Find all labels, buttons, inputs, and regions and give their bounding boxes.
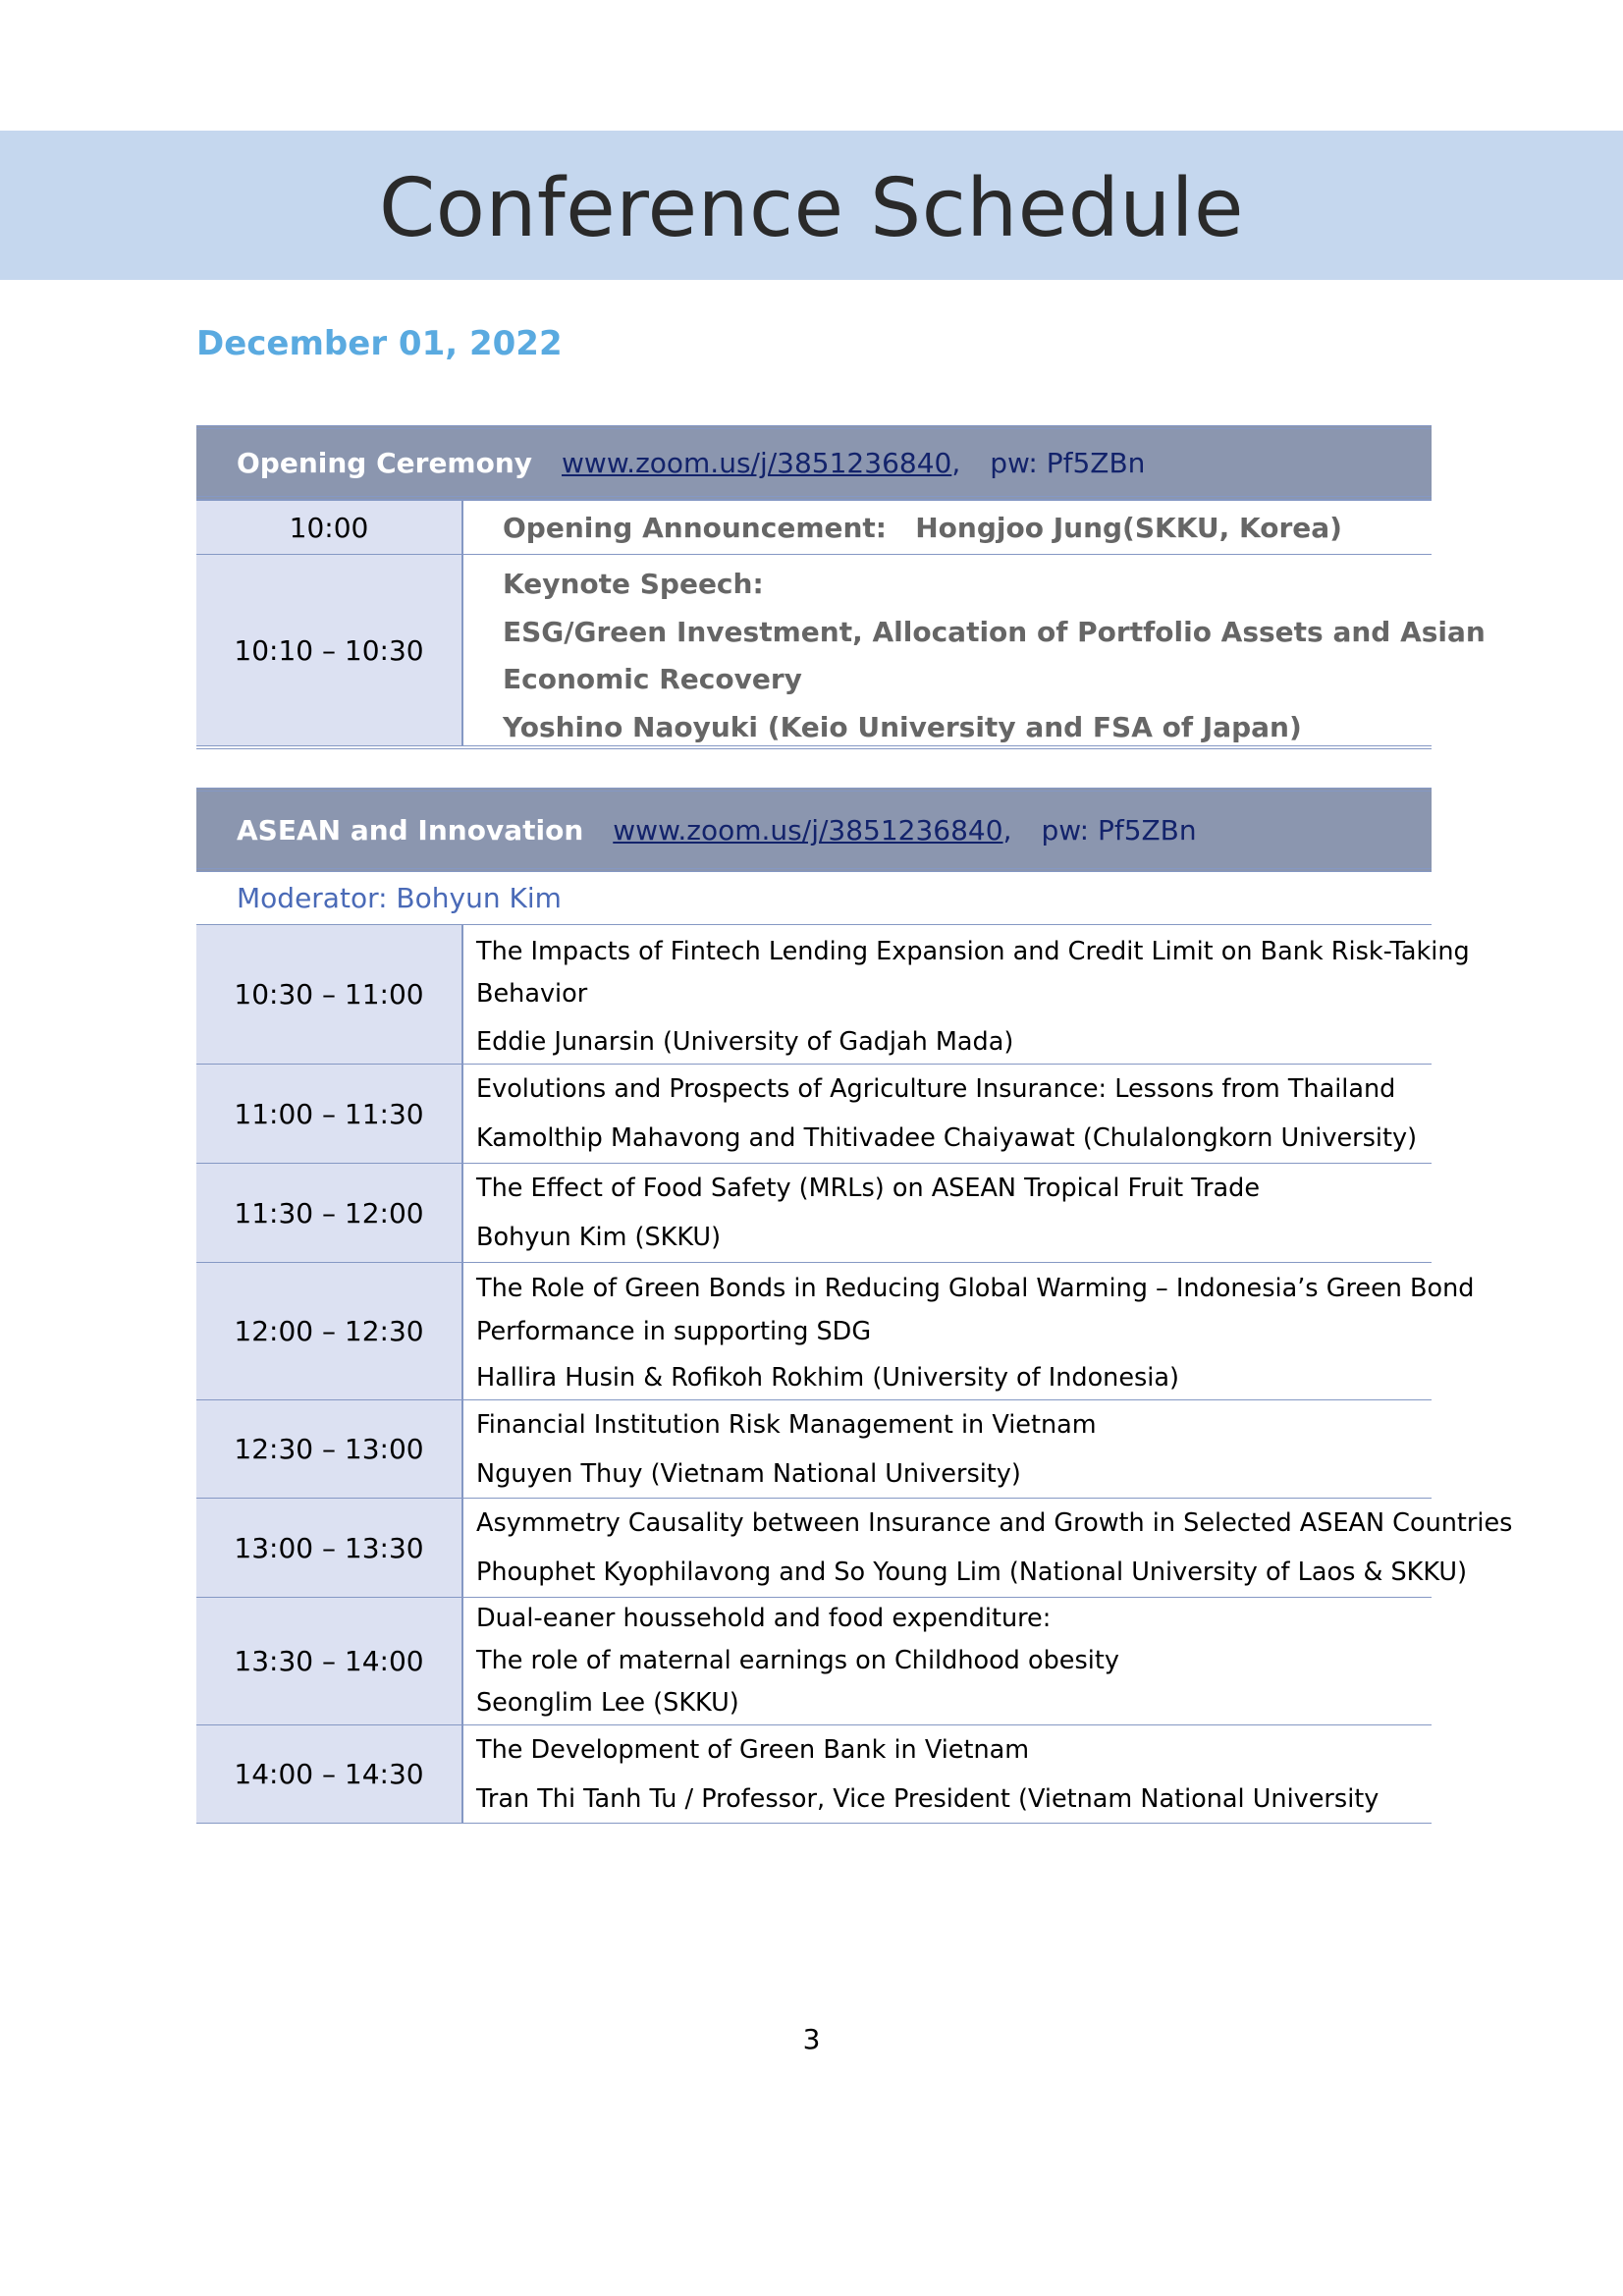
schedule-row [196,1065,1432,1164]
opening-section [196,425,1486,749]
content-cell [463,501,1432,554]
content-line: Opening Announcement: Hongjoo Jung(SKKU, Korea) [503,511,1342,544]
content-line: Hallira Husin & Rofikoh Rokhim (University of Indonesia) [476,1363,1179,1393]
schedule-row [196,1499,1513,1598]
time-cell: 13:00 – 13:30 [196,1499,463,1597]
content-cell [463,1725,1432,1823]
content-line: Nguyen Thuy (Vietnam National University) [476,1459,1021,1489]
content-line: Keynote Speech: [503,568,764,600]
content-line: Performance in supporting SDG [476,1317,872,1346]
content-line: The Development of Green Bank in Vietnam [476,1735,1030,1765]
zoom-link[interactable]: www.zoom.us/j/3851236840 [562,446,952,479]
time-cell: 14:00 – 14:30 [196,1725,463,1823]
content-line: Asymmetry Causality between Insurance and Growth in Selected ASEAN Countries [476,1508,1513,1538]
content-line: ESG/Green Investment, Allocation of Portfolio Assets and Asian [503,615,1486,648]
time-cell: 10:30 – 11:00 [196,925,463,1064]
content-cell [463,925,1470,1064]
schedule-row [196,1400,1432,1499]
content-cell [463,1400,1432,1498]
content-cell [463,1065,1432,1163]
schedule-row [196,1263,1475,1400]
zoom-link[interactable]: www.zoom.us/j/3851236840 [613,813,1003,847]
section-title: Opening Ceremony [237,446,533,479]
content-line: Kamolthip Mahavong and Thitivadee Chaiyawat (Chulalongkorn University) [476,1123,1418,1153]
content-line: Tran Thi Tanh Tu / Professor, Vice President (Vietnam National University [476,1784,1380,1814]
section-title: ASEAN and Innovation [237,813,584,847]
time-cell: 13:30 – 14:00 [196,1598,463,1724]
content-cell [463,1164,1432,1262]
schedule-row [196,1164,1432,1263]
moderator: Moderator: Bohyun Kim [196,872,1432,925]
title-band [0,131,1623,280]
content-line: Financial Institution Risk Management in Vietnam [476,1410,1097,1440]
zoom-password: pw: Pf5ZBn [990,446,1146,479]
content-cell [463,555,1486,745]
content-line: Economic Recovery [503,663,802,695]
content-cell [463,1499,1512,1597]
time-cell: 11:00 – 11:30 [196,1065,463,1163]
content-line: Behavior [476,979,588,1009]
content-line: Bohyun Kim (SKKU) [476,1223,722,1252]
schedule-date: December 01, 2022 [196,324,563,363]
content-line: The Effect of Food Safety (MRLs) on ASEAN Tropical Fruit Trade [476,1174,1261,1203]
page-number: 3 [802,2023,821,2055]
content-line: Dual-eaner houssehold and food expenditure: [476,1604,1052,1633]
time-cell: 10:10 – 10:30 [196,555,463,745]
content-line: Yoshino Naoyuki (Keio University and FSA of Japan) [503,710,1302,743]
asean-section [196,788,1513,1824]
content-line: The Impacts of Fintech Lending Expansion and Credit Limit on Bank Risk-Taking [476,937,1470,966]
schedule-row [196,555,1486,749]
zoom-password: pw: Pf5ZBn [1041,813,1197,847]
content-line: Eddie Junarsin (University of Gadjah Mada) [476,1027,1014,1057]
content-cell [463,1598,1432,1724]
schedule-row [196,925,1470,1065]
content-line: Phouphet Kyophilavong and So Young Lim (National University of Laos & SKKU) [476,1558,1468,1587]
time-cell: 12:00 – 12:30 [196,1263,463,1399]
time-cell: 10:00 [196,501,463,554]
page-title: Conference Schedule [379,162,1244,255]
schedule-row [196,1598,1432,1725]
content-line: The Role of Green Bonds in Reducing Global Warming – Indonesia’s Green Bond [476,1274,1475,1303]
content-line: The role of maternal earnings on Childhood obesity [476,1646,1119,1675]
schedule-row [196,500,1432,555]
content-line: Seonglim Lee (SKKU) [476,1688,739,1718]
content-line: Evolutions and Prospects of Agriculture Insurance: Lessons from Thailand [476,1074,1396,1104]
content-cell [463,1263,1474,1399]
asean-header: ASEAN and Innovation www.zoom.us/j/3851236840 , pw: Pf5ZBn [196,788,1432,872]
time-cell: 12:30 – 13:00 [196,1400,463,1498]
time-cell: 11:30 – 12:00 [196,1164,463,1262]
schedule-row [196,1725,1432,1824]
opening-header: Opening Ceremony www.zoom.us/j/3851236840 , pw: Pf5ZBn [196,425,1432,500]
